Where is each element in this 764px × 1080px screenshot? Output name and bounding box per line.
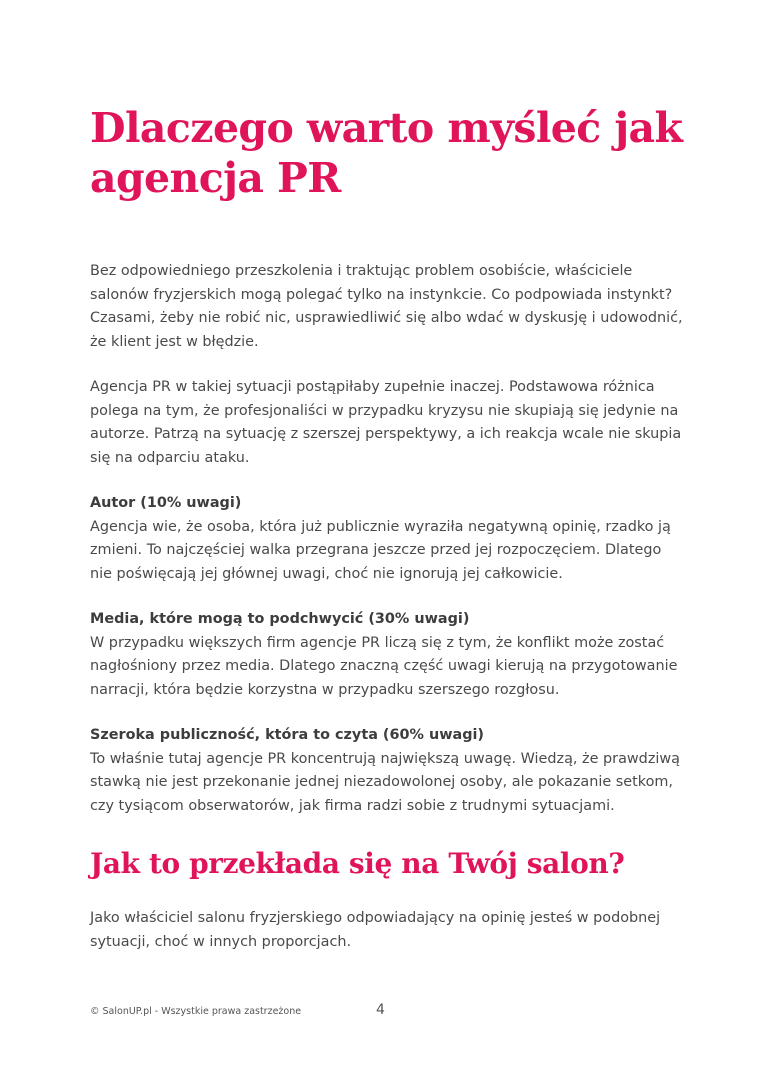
- page-title: [90, 103, 710, 203]
- section-public-title: Szeroka publiczność, która to czyta (60% uwagi): [90, 727, 485, 743]
- section-subheading: Jak to przekłada się na Twój salon?: [90, 847, 625, 880]
- intro-line: Czasami, żeby nie robić nic, usprawiedliwić się albo wdać w dyskusję i udowodnić,: [90, 310, 683, 326]
- section-author-line: Agencja wie, że osoba, która już publicznie wyraziła negatywną opinię, rzadko ją: [90, 518, 671, 535]
- page-title-line-1: Dlaczego warto myśleć jak: [90, 104, 683, 152]
- section-public-line: stawką nie jest przekonanie jednej niezadowolonej osoby, ale pokazanie setkom,: [90, 774, 673, 790]
- section-public: [90, 724, 690, 818]
- page-number: 4: [376, 1002, 385, 1018]
- closing-paragraph: [90, 907, 690, 954]
- section-media-line: nagłośniony przez media. Dlatego znaczną część uwagi kierują na przygotowanie: [90, 658, 678, 674]
- intro-line: salonów fryzjerskich mogą polegać tylko na instynkcie. Co podpowiada instynkt?: [90, 286, 673, 303]
- intro-line: Bez odpowiedniego przeszkolenia i traktując problem osobiście, właściciele: [90, 263, 633, 279]
- agency-line: autorze. Patrzą na sytuację z szerszej perspektywy, a ich reakcja wcale nie skupia: [90, 426, 682, 442]
- section-media-title: Media, które mogą to podchwycić (30% uwagi): [90, 611, 470, 627]
- section-author-line: zmieni. To najczęściej walka przegrana jeszcze przed jej rozpoczęciem. Dlatego: [90, 542, 662, 558]
- section-media: [90, 608, 690, 702]
- section-public-line: To właśnie tutaj agencje PR koncentrują największą uwagę. Wiedzą, że prawdziwą: [90, 750, 680, 767]
- agency-line: Agencja PR w takiej sytuacji postąpiłaby zupełnie inaczej. Podstawowa różnica: [90, 379, 655, 395]
- intro-paragraph: [90, 260, 690, 354]
- section-media-line: W przypadku większych firm agencje PR liczą się z tym, że konflikt może zostać: [90, 634, 665, 651]
- agency-paragraph: [90, 376, 690, 470]
- footer-copyright: © SalonUP.pl - Wszystkie prawa zastrzeżone: [90, 1006, 302, 1017]
- closing-line: sytuacji, choć w innych proporcjach.: [90, 933, 352, 950]
- section-author: [90, 492, 690, 586]
- section-author-line: nie poświęcają jej głównej uwagi, choć nie ignorują jej całkowicie.: [90, 565, 563, 582]
- page-title-line-2: agencja PR: [90, 154, 341, 202]
- agency-line: się na odparciu ataku.: [90, 449, 250, 466]
- intro-line: że klient jest w błędzie.: [90, 333, 259, 350]
- closing-line: Jako właściciel salonu fryzjerskiego odpowiadający na opinię jesteś w podobnej: [90, 910, 661, 926]
- section-author-title: Autor (10% uwagi): [90, 495, 242, 511]
- section-public-line: czy tysiącom obserwatorów, jak firma radzi sobie z trudnymi sytuacjami.: [90, 797, 615, 814]
- agency-line: polega na tym, że profesjonaliści w przypadku kryzysu nie skupiają się jedynie na: [90, 402, 679, 419]
- section-media-line: narracji, która będzie korzystna w przypadku szerszego rozgłosu.: [90, 681, 560, 698]
